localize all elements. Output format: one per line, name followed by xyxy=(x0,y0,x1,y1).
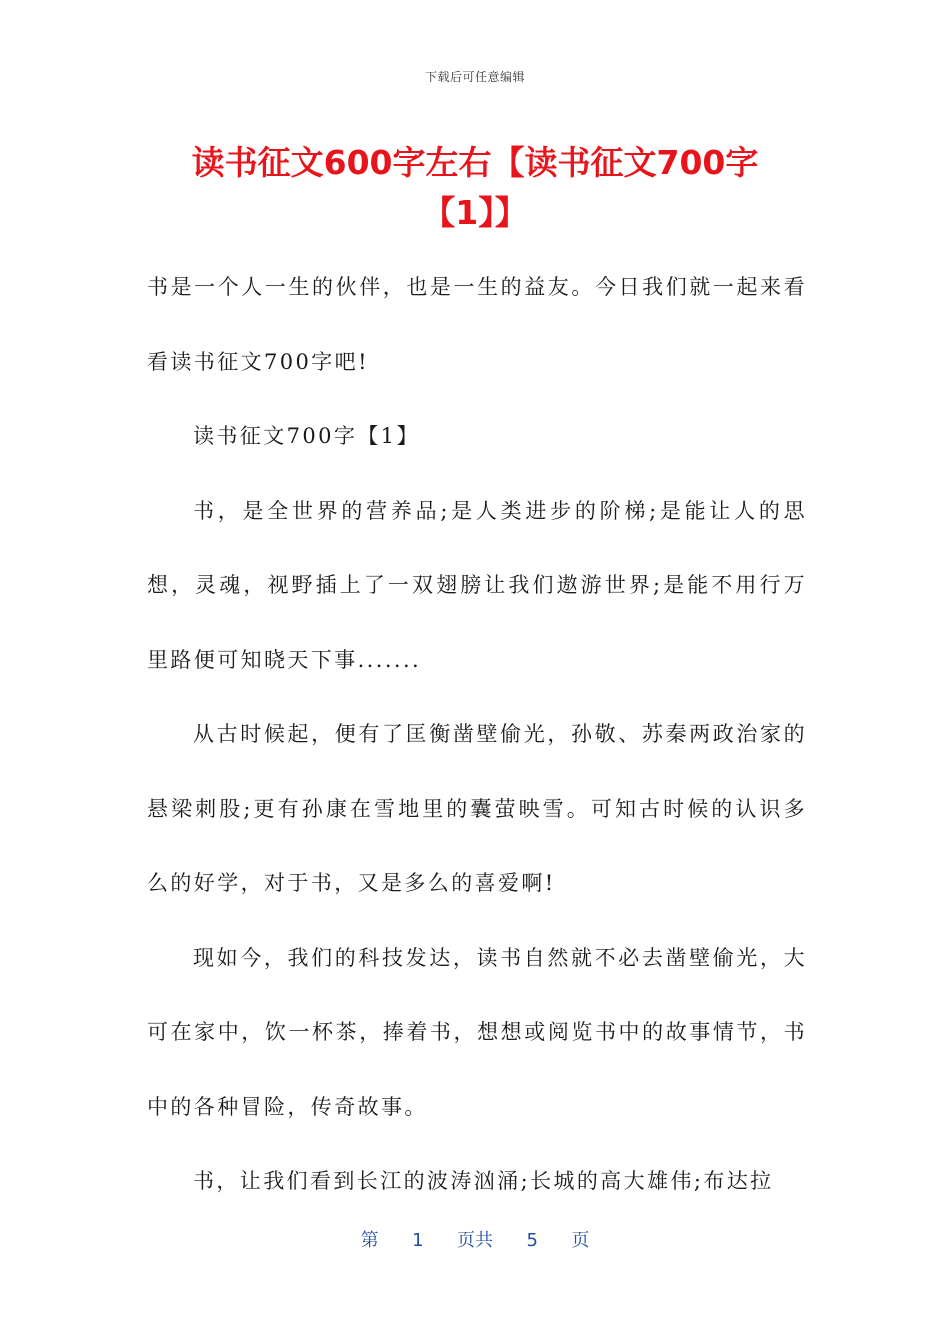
paragraph: 书，让我们看到长江的波涛汹涌;长城的高大雄伟;布达拉 xyxy=(193,1169,774,1193)
header-note: 下载后可任意编辑 xyxy=(424,70,525,84)
section-heading: 读书征文700字【1】 xyxy=(193,424,420,448)
paragraph: 从古时候起，便有了匡衡凿壁偷光，孙敬、苏秦两政治家的悬梁刺股;更有孙康在雪地里的囊萤映雪。可知古时候的认识多么的好学，对于书，又是多么的喜爱啊! xyxy=(147,722,807,895)
paragraph: 现如今，我们的科技发达，读书自然就不必去凿壁偷光，大可在家中，饮一杯茶，捧着书，想想或阅览书中的故事情节，书中的各种冒险，传奇故事。 xyxy=(147,945,807,1119)
page-footer xyxy=(0,1226,950,1252)
total-pages-number: 5 xyxy=(526,1230,538,1251)
paragraph-intro: 书是一个人一生的伙伴，也是一生的益友。今日我们就一起来看看读书征文700字吧! xyxy=(147,275,807,374)
paragraph: 书，是全世界的营养品;是人类进步的阶梯;是能让人的思想，灵魂，视野插上了一双翅膀让我们遨游世界;是能不用行万里路便可知晓天下事....... xyxy=(147,498,807,672)
document-body xyxy=(147,250,807,1219)
page-label-prefix: 第 xyxy=(360,1230,379,1251)
current-page-number: 1 xyxy=(412,1230,424,1251)
page-label-suffix: 页 xyxy=(571,1230,590,1251)
page-label-middle: 页共 xyxy=(457,1230,493,1251)
document-title: 读书征文600字左右【读书征文700字【1】】 xyxy=(191,143,759,232)
